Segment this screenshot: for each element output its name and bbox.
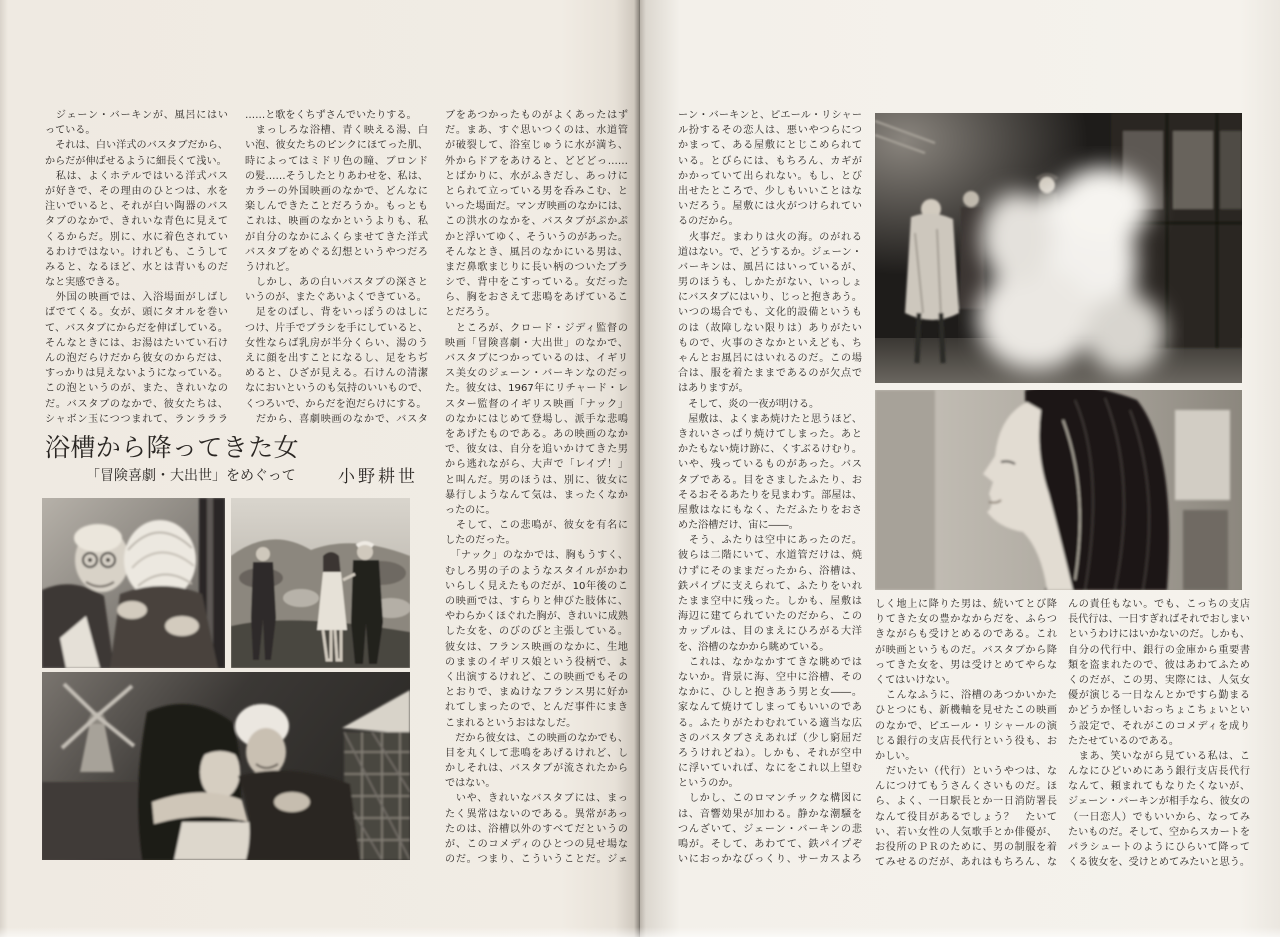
- text-line: 外からドアをあけると、どどどっ……: [445, 155, 628, 167]
- text-line: こまれるというおはなしだ。: [445, 717, 577, 729]
- text-line: かしい。: [875, 750, 916, 762]
- text-line: それは、白い洋式のバスタブだから、: [45, 140, 228, 152]
- text-line: みると、なるほど、水とは青いものだ: [45, 261, 228, 273]
- page-edge: [640, 927, 1280, 937]
- text-line: が、このコメディのひとつの見せ場な: [445, 839, 628, 850]
- text-line: ところが、クロード・ジディ監督の: [445, 322, 628, 334]
- text-line: はありますが。: [678, 383, 749, 395]
- text-line: まあ、笑いながら見ている私は、こ: [1068, 750, 1250, 762]
- text-line: そして、この悲鳴が、彼女を有名に: [445, 520, 628, 532]
- text-line: とばかりに、水がふきだし、あっけに: [445, 170, 628, 182]
- text-line: が映画というものだ。バスタブから降: [875, 644, 1057, 656]
- text-line: たのは、浴槽以外のすべてだというの: [445, 823, 628, 835]
- text-line: なかに、ひしと抱きあう男と女――。: [678, 687, 862, 699]
- text-line: く出演するけれど、この映画でもその: [445, 671, 628, 683]
- text-line: んにつけてもうさんくさいものだ。ほ: [875, 781, 1057, 793]
- text-line: とおりで、まぬけなフランス男に好か: [445, 687, 628, 699]
- text-line: 女性ならば乳房が半分くらい、湯のう: [245, 337, 428, 349]
- text-line: だから、喜劇映画のなかで、バスタ: [245, 413, 428, 425]
- text-line: の髪……そうしたとりあわせを、私は、: [245, 170, 428, 182]
- text-line: お役所のＰＲのために、男の制服を着: [875, 842, 1057, 853]
- text-line: つけ、片手でブラシを手にしていると、: [245, 322, 428, 334]
- text-line: そう、ふたりは空中にあったのだ。: [678, 535, 862, 547]
- text-line: い泡、彼女たちのピンクにほてった肌、: [245, 140, 428, 152]
- text-line: ないか。背景に海、空中に浴槽、その: [678, 671, 862, 683]
- text-line: 彼らは二階にいて、水道管だけは、焼: [678, 550, 862, 562]
- text-line: ひとつにも、新機軸を見せたこの映画: [875, 705, 1057, 717]
- text-line: ジェーン・バーキンが相手なら、彼女の: [1068, 796, 1250, 808]
- text-line: ブをあつかったものがよくあったはず: [445, 110, 628, 121]
- text-line: かたもない焼け跡に、くすぶるけむり。: [678, 444, 862, 456]
- text-line: る。ふたりがたわむれている適当な広: [678, 717, 862, 729]
- text-line: 海辺に建てられていたのだから、この: [678, 611, 862, 623]
- text-line: だ。バスタブのなかで、彼女たちは、: [45, 398, 228, 410]
- text-line: 道はない。で、どうするか。ジェーン・: [678, 246, 862, 258]
- text-line: きれいさっぱり焼けてしまった。あと: [678, 428, 862, 440]
- text-line: 優が演じる一日なんとかですら勤まる: [1068, 690, 1250, 702]
- text-line: りてきた女の豊かなからだを、ふらつ: [875, 614, 1057, 626]
- text-line: て、バスタブにからだを伸ばしている。: [45, 322, 228, 334]
- text-line: とられて立っている男を呑みこむ、と: [445, 185, 628, 197]
- text-line: のだ。つまり、こういうことだ。ジェ: [445, 854, 628, 866]
- text-line: のなかにはじめて登場し、派手な悲鳴: [445, 413, 628, 425]
- text-line: ゃんとお風呂にはいれるのだ。この場: [678, 353, 862, 364]
- text-line: いつの場合でも、文化的設備というも: [678, 307, 862, 319]
- text-line: なんて、頼まれてもなりたくないが、: [1068, 781, 1250, 793]
- article-title: 浴槽から降ってきた女: [45, 433, 300, 462]
- text-column-right-3: [1068, 597, 1250, 870]
- text-line: くのだが、この男、実際には、人気女: [1068, 674, 1250, 686]
- text-line: 時によってはミドリ色の瞳、ブロンド: [245, 155, 428, 167]
- text-line: で、彼女は、自分を追いかけてきた男: [445, 444, 628, 456]
- photo-night-steam-scene: [875, 113, 1242, 383]
- text-line: けずにそのままだったから、浴槽は、: [678, 565, 862, 577]
- text-line: のは（故障しない限りは）ありがたい: [678, 322, 862, 334]
- photo-couple-embracing: [42, 672, 410, 860]
- text-line: ったのに。: [445, 504, 496, 516]
- text-line: バスタブをめぐる幻想というやつだろ: [245, 246, 428, 258]
- text-line: ってきた女を、男は受けとめてやらな: [875, 659, 1057, 671]
- text-line: をあげたものである。あの映画のなか: [445, 428, 628, 440]
- text-line: いった場面だ。マンガ映画のなかには、: [445, 201, 628, 213]
- text-line: ーン・バーキンと、ピエール・リシャー: [678, 110, 862, 121]
- text-line: なにおいというのも気持のいいもので、: [245, 383, 428, 395]
- text-line: スター監督のイギリス映画「ナック」: [445, 398, 628, 410]
- text-line: きながらも受けとめるのである。これ: [875, 629, 1057, 641]
- text-column-left-3: [445, 108, 628, 867]
- text-line: ばでてくる。女が、頭にタオルを巻い: [45, 307, 228, 319]
- text-line: かと浮いてゆく、そういうのがあった。: [445, 231, 628, 243]
- text-line: 屋敷はなにもなく、ただふたりをおさ: [678, 504, 862, 516]
- text-line: いや、残っているものがあった。バス: [678, 459, 862, 471]
- text-line: もので、火事のさなかといえども、ち: [678, 337, 862, 349]
- text-line: 「ナック」のなかでは、胸もうすく、: [445, 550, 628, 562]
- text-line: たまま空中に残った。しかも、屋敷は: [678, 596, 862, 607]
- text-column-right-2: [875, 597, 1057, 870]
- text-line: の映画では、すらりと伸びた肢体に、: [445, 596, 628, 607]
- text-column-right-1: [678, 108, 862, 867]
- text-line: いや、きれいなバスタブには、まっ: [445, 793, 628, 805]
- text-line: かかっていて出られない。もし、とび: [678, 170, 862, 182]
- text-line: かしそれは、バスタブが流されたから: [445, 763, 628, 775]
- text-line: つんざいて、ジェーン・バーキンの悲: [678, 823, 862, 835]
- text-line: ではない。: [445, 778, 496, 790]
- text-line: ら、胸をおさえて悲鳴をあげているこ: [445, 292, 628, 304]
- text-line: 暴行しようなんて気は、まったくなか: [445, 489, 628, 501]
- text-line: 出せたところで、少しもいいことはな: [678, 185, 862, 197]
- photo-men-embracing: [42, 498, 225, 668]
- text-line: が破裂して、浴室じゅうに水が満ち、: [445, 140, 628, 152]
- text-line: かまって、ある屋敷にとじこめられて: [678, 140, 862, 152]
- text-line: パラシュートのようにひらいて降って: [1068, 842, 1250, 853]
- text-line: くる彼女を、受けとめてみたいと思う。: [1068, 857, 1250, 869]
- text-line: 私は、よくホテルではいる洋式バス: [45, 170, 228, 182]
- text-line: むしろ男の子のようなスタイルがかわ: [445, 565, 628, 577]
- text-line: 自分の代行中、銀行の金庫から重要書: [1068, 644, 1250, 656]
- text-line: てみせるのだが、あれはもちろん、な: [875, 857, 1057, 869]
- text-line: のなかで、ピエール・リシャールの演: [875, 720, 1057, 732]
- text-line: ル扮するその恋人は、悪いやつらにつ: [678, 125, 862, 137]
- text-line: れてしまったので、とんだ事件にまき: [445, 702, 628, 714]
- text-line: この洪水のなかを、バスタブがぷかぷ: [445, 216, 628, 228]
- article-subtitle: 「冒険喜劇・大出世」をめぐって: [86, 468, 296, 484]
- text-line: じる銀行の支店長代行という役も、お: [875, 735, 1057, 747]
- text-line: い、若い女性の人気歌手とか俳優が、: [875, 826, 1057, 838]
- right-page: [640, 0, 1280, 937]
- text-line: カラーの外国映画のなかで、どんなに: [245, 185, 428, 197]
- text-line: うけれど。: [245, 261, 296, 273]
- text-line: めると、ひざが見える。石けんの清潔: [245, 368, 428, 380]
- text-line: た。彼女は、1967年にリチャード・レ: [445, 383, 628, 395]
- text-line: なと実感できる。: [45, 277, 126, 289]
- text-line: いらしく見えたものだが、10年後のこ: [445, 580, 628, 592]
- text-line: だから彼女は、この映画のなかでも、: [445, 732, 628, 744]
- text-line: すっかりは見えないようになっている。: [45, 368, 228, 380]
- text-line: たたせているのである。: [1068, 735, 1180, 747]
- text-line: う設定で、それがこのコメディを成り: [1068, 720, 1250, 732]
- text-line: そるおそるあたりを見まわす。部屋は、: [678, 489, 862, 501]
- text-line: を、浴槽のなかから眺めている。: [678, 641, 830, 653]
- text-line: この泡というのが、また、きれいなの: [45, 383, 228, 395]
- text-line: だいたい（代行）というやつは、な: [875, 766, 1057, 778]
- text-line: カップルは、目のまえにひろがる大洋: [678, 626, 862, 638]
- text-line: 火事だ。まわりは火の海。のがれる: [678, 231, 862, 243]
- text-line: るのだから。: [678, 216, 739, 228]
- text-line: いにおっかなびっくり、サーカスよろ: [678, 854, 862, 866]
- text-line: そんなとき、風呂のなかにいる男は、: [445, 246, 628, 258]
- text-line: えに顔を出すことになるし、足をちぢ: [245, 353, 428, 364]
- text-line: にバスタブにはいり、じっと抱きあう。: [678, 292, 862, 304]
- text-line: というのか。: [678, 778, 739, 790]
- text-line: ジェーン・バーキンが、風呂にはい: [45, 110, 228, 121]
- text-line: 楽しんできたことだろうか。もっとも: [245, 201, 428, 213]
- text-line: が自分のなかにふくらませてきた洋式: [245, 231, 428, 243]
- text-line: さのバスタブさえあれば（少し窮屈だ: [678, 732, 862, 744]
- text-line: バーキンは、風呂にはいっているが、: [678, 261, 862, 273]
- article-author: 小野耕世: [338, 467, 418, 487]
- text-line: した女を、のびのびと主張している。: [445, 626, 628, 638]
- text-line: タブである。目をさましたふたり、お: [678, 474, 862, 486]
- text-line: これは、なかなかすてきな眺めでは: [678, 656, 862, 668]
- text-line: と叫んだ。男のほうは、別に、彼女に: [445, 474, 628, 486]
- text-line: したのだった。: [445, 535, 516, 547]
- text-line: からだが伸ばせるように細長くて浅い。: [45, 155, 227, 167]
- text-line: （一日恋人）でもいいから、なってみ: [1068, 811, 1250, 823]
- text-line: ……と歌をくちずさんでいたりする。: [245, 110, 417, 121]
- text-line: るわけではない。けれども、こうして: [45, 246, 228, 258]
- text-line: いる。とびらには、もちろん、カギが: [678, 155, 862, 167]
- text-line: 注いでいると、それが白い陶器のバス: [45, 201, 228, 213]
- text-line: 類を盗まれたので、彼はあわてふため: [1068, 659, 1250, 671]
- text-line: 目を丸くして悲鳴をあげるけれど、し: [445, 747, 628, 759]
- text-line: くてはいけない。: [875, 674, 956, 686]
- text-line: 彼女は、フランス映画のなかに、生地: [445, 641, 628, 653]
- text-column-left-2: [245, 108, 428, 427]
- text-line: こんなふうに、浴槽のあつかいかた: [875, 690, 1057, 702]
- text-line: ら、よく、一日駅長とか一日消防署長: [875, 796, 1057, 808]
- text-line: とだろう。: [445, 307, 496, 319]
- text-line: しかし、あの白いバスタブの深さと: [245, 277, 428, 289]
- text-line: は、音響効果が加わる。静かな潮騒を: [678, 808, 862, 820]
- text-line: 合は、服を着たままであるのが欠点で: [678, 368, 862, 380]
- text-line: いうのが、またぐあいよくできている。: [245, 292, 427, 304]
- text-line: だ。まあ、すぐ思いつくのは、水道管: [445, 125, 628, 137]
- text-line: から逃れながら、大声で「レイプ！」: [445, 459, 628, 471]
- text-line: ろうけれどね）。しかも、それが空中: [678, 747, 862, 759]
- text-line: まだ鼻歌まじりに長い柄のついたブラ: [445, 261, 628, 273]
- photo-woman-profile: [875, 390, 1242, 590]
- text-line: かどうか怪しいおっちょこちょいとい: [1068, 705, 1250, 717]
- text-line: んの責任もない。でも、こっちの支店: [1068, 599, 1250, 610]
- text-line: っている。: [45, 125, 96, 137]
- text-line: シで、背中をこすっている。女だった: [445, 277, 628, 289]
- text-line: くるからだ。別に、水に着色されてい: [45, 231, 228, 243]
- text-column-left-1: [45, 108, 228, 427]
- text-line: んなにひどいめにあう銀行支店長代行: [1068, 766, 1250, 778]
- text-line: やわらかくほぐれた胸が、きれいに成熟: [445, 611, 628, 623]
- text-line: くつろいで、からだを泡だらけにする。: [245, 398, 427, 410]
- text-line: というわけにはいかないのだ。しかも、: [1068, 629, 1250, 641]
- text-line: しく地上に降りた男は、続いてとび降: [875, 599, 1057, 610]
- text-line: が好きで、その理由のひとつは、水を: [45, 185, 228, 197]
- text-line: そんなときには、お湯はたいてい石け: [45, 337, 228, 349]
- text-line: たいものだ。そして、空からスカートを: [1068, 826, 1250, 838]
- text-line: 映画「冒険喜劇・大出世」のなかで、: [445, 337, 628, 349]
- text-line: ス美女のジェーン・バーキンなのだっ: [445, 368, 628, 380]
- text-line: んの泡だらけだから彼女のからだは、: [45, 353, 228, 364]
- text-line: に浮いていれば、なにをこれ以上望む: [678, 763, 862, 775]
- text-line: 長代行は、一日すぎればそれでおしまい: [1068, 614, 1250, 626]
- text-line: たく異常はないのである。異常があっ: [445, 808, 628, 820]
- text-line: しかし、このロマンチックな構図に: [678, 793, 862, 805]
- text-line: のままのイギリス娘という役柄で、よ: [445, 656, 628, 668]
- text-line: バスタブにつかっているのは、イギリ: [445, 353, 628, 364]
- text-line: これは、映画のなかというよりも、私: [245, 216, 428, 228]
- page-edge: [0, 927, 640, 937]
- text-line: 家なんて焼けてしまってもいいのであ: [678, 702, 862, 714]
- photo-group-on-rocks: [231, 498, 410, 668]
- text-line: 男のほうも、しかたがない、いっしょ: [678, 277, 862, 289]
- text-line: めた浴槽だけ、宙に――。: [678, 520, 799, 532]
- text-line: 足をのばし、背をいっぽうのはしに: [245, 307, 428, 319]
- text-line: 鳴が。そして、あわてて、鉄パイプぞ: [678, 839, 862, 850]
- text-line: シャボン玉につつまれて、ランラララ: [45, 413, 228, 425]
- text-line: 屋敷は、よくまあ焼けたと思うほど、: [678, 413, 862, 425]
- text-line: 鉄パイプに支えられて、ふたりをいれ: [678, 580, 862, 592]
- text-line: いだろう。屋敷には火がつけられてい: [678, 201, 862, 213]
- text-line: まっしろな浴槽、青く映える湯、白: [245, 125, 428, 137]
- text-line: タブのなかで、きれいな青色に見えて: [45, 216, 228, 228]
- text-line: そして、炎の一夜が明ける。: [678, 398, 820, 410]
- text-line: 外国の映画では、入浴場面がしばし: [45, 292, 228, 304]
- text-line: なんて役目があるでしょう？ たいて: [875, 811, 1057, 823]
